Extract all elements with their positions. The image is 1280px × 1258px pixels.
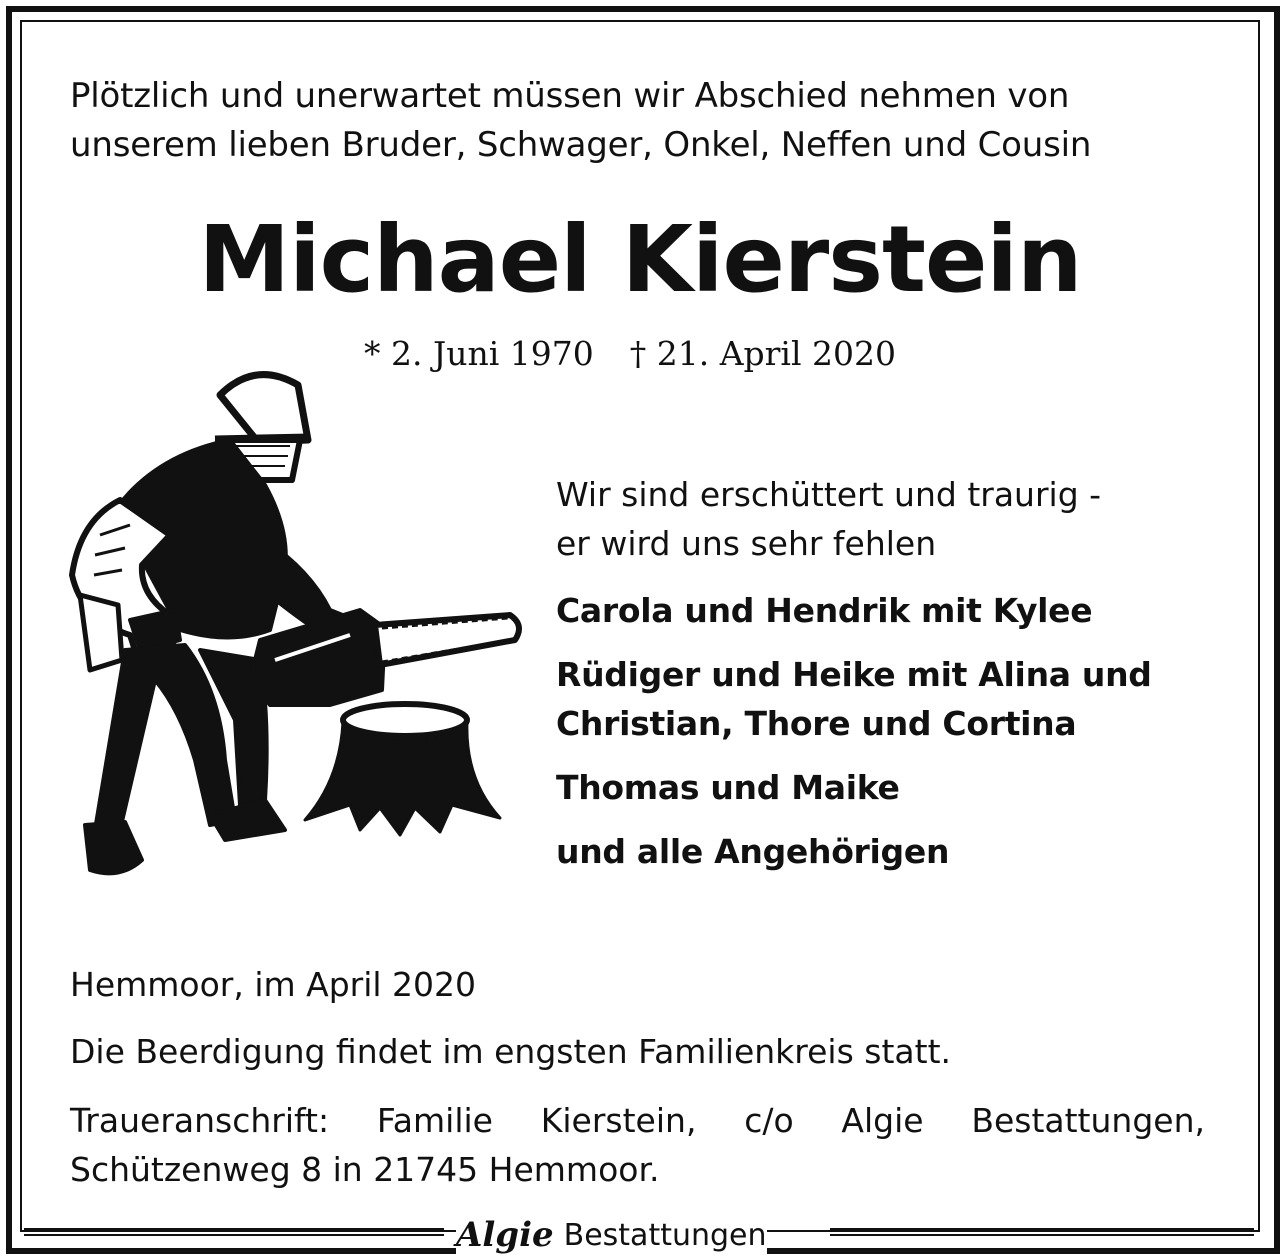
deceased-name: Michael Kierstein <box>198 206 1082 313</box>
address-word: Kierstein, <box>540 1101 697 1140</box>
mourning-line-1: Wir sind erschüttert und traurig - <box>556 475 1102 514</box>
funeral-note: Die Beerdigung findet im engsten Familienkreis statt. <box>70 1032 951 1071</box>
address-word: Familie <box>376 1101 493 1140</box>
family-entry-1: Carola und Hendrik mit Kylee <box>556 591 1093 630</box>
logo-subtitle: Bestattungen <box>563 1217 767 1253</box>
death-date: † 21. April 2020 <box>629 334 897 373</box>
logo-wordmark: Algie <box>456 1215 554 1255</box>
mourning-line-2: er wird uns sehr fehlen <box>556 524 937 563</box>
footer-rule-right <box>830 1228 1254 1236</box>
address-word: c/o <box>744 1101 794 1140</box>
family-list <box>556 586 1256 891</box>
intro-line-1: Plötzlich und unerwartet müssen wir Abschied nehmen von <box>70 76 1070 116</box>
family-entry <box>556 586 1256 635</box>
mourning-text <box>556 470 1236 568</box>
funeral-home-logo <box>456 1212 767 1258</box>
family-entry <box>556 650 1256 748</box>
address-word: Algie <box>841 1101 924 1140</box>
intro-text <box>70 72 1210 170</box>
family-entry <box>556 763 1256 812</box>
family-entry-4: und alle Angehörigen <box>556 832 950 871</box>
address-line-2: Schützenweg 8 in 21745 Hemmoor. <box>70 1150 660 1189</box>
address-word: Bestattungen, <box>971 1101 1205 1140</box>
intro-line-2: unserem lieben Bruder, Schwager, Onkel, Neffen und Cousin <box>70 125 1092 165</box>
family-entry-2-line-1: Rüdiger und Heike mit Alina und <box>556 655 1152 694</box>
footer-rule-left <box>24 1228 444 1236</box>
footer-logo-bar <box>0 1208 1280 1258</box>
mourning-address <box>70 1096 1205 1194</box>
address-line-1 <box>70 1096 1205 1145</box>
family-entry-3: Thomas und Maike <box>556 768 900 807</box>
family-entry <box>556 827 1256 876</box>
birth-date: * 2. Juni 1970 <box>364 334 594 373</box>
woodcutter-chainsaw-icon <box>60 360 530 900</box>
place-date: Hemmoor, im April 2020 <box>70 965 477 1004</box>
address-word: Traueranschrift: <box>70 1101 330 1140</box>
family-entry-2-line-2: Christian, Thore und Cortina <box>556 704 1077 743</box>
